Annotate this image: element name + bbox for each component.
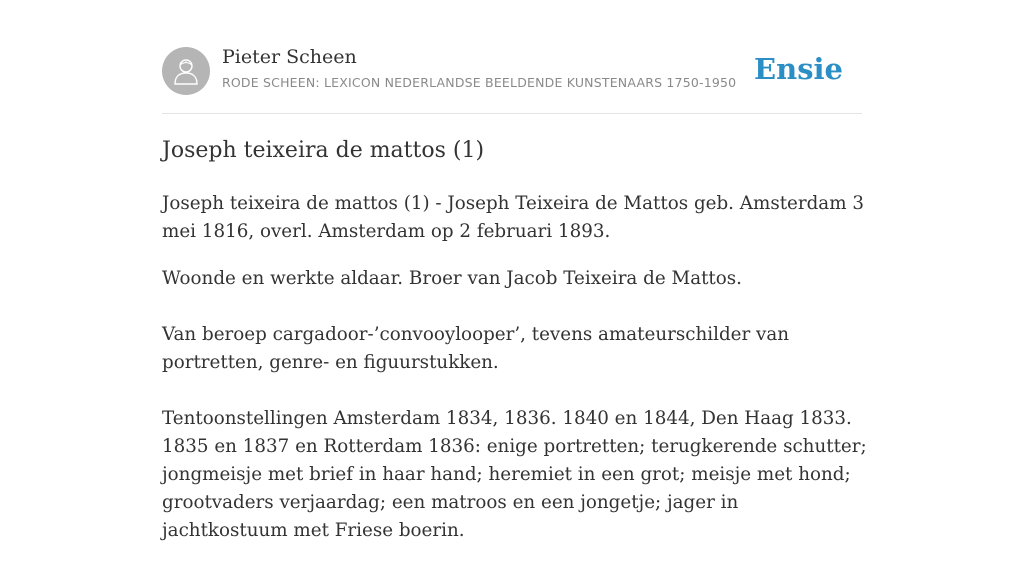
page-title: Joseph teixeira de mattos (1) [162,138,485,163]
article-paragraph-details: Woonde en werkte aldaar. Broer van Jacob Teixeira de Mattos. Van beroep cargadoor-’convooylooper’, tevens amateurschilder van portretten, genre- en figuurstukken. Tentoonstellingen Amsterdam 1834, 1836. 1840 en 1844, Den Haag 1833. 1835 en 1837 en Rotterdam 1836: enige portretten; terugkerende schutter; jongmeisje met brief in haar hand; heremiet in een grot; meisje met hond; grootvaders verjaardag; een matroos en een jongetje; jager in jachtkostuum met Friese boerin. [162,268,867,541]
source-title[interactable]: RODE SCHEEN: LEXICON NEDERLANDSE BEELDENDE KUNSTENAARS 1750-1950 [222,75,737,90]
article-body [162,190,867,564]
article-paragraph-intro: Joseph teixeira de mattos (1) - Joseph Teixeira de Mattos geb. Amsterdam 3 mei 1816, overl. Amsterdam op 2 februari 1893. [162,193,864,242]
author-avatar[interactable] [162,47,210,95]
ensie-logo[interactable]: Ensie [754,52,843,86]
article-header [162,0,862,114]
article-container [162,0,867,541]
author-name[interactable]: Pieter Scheen [222,46,357,68]
user-icon [172,56,200,86]
